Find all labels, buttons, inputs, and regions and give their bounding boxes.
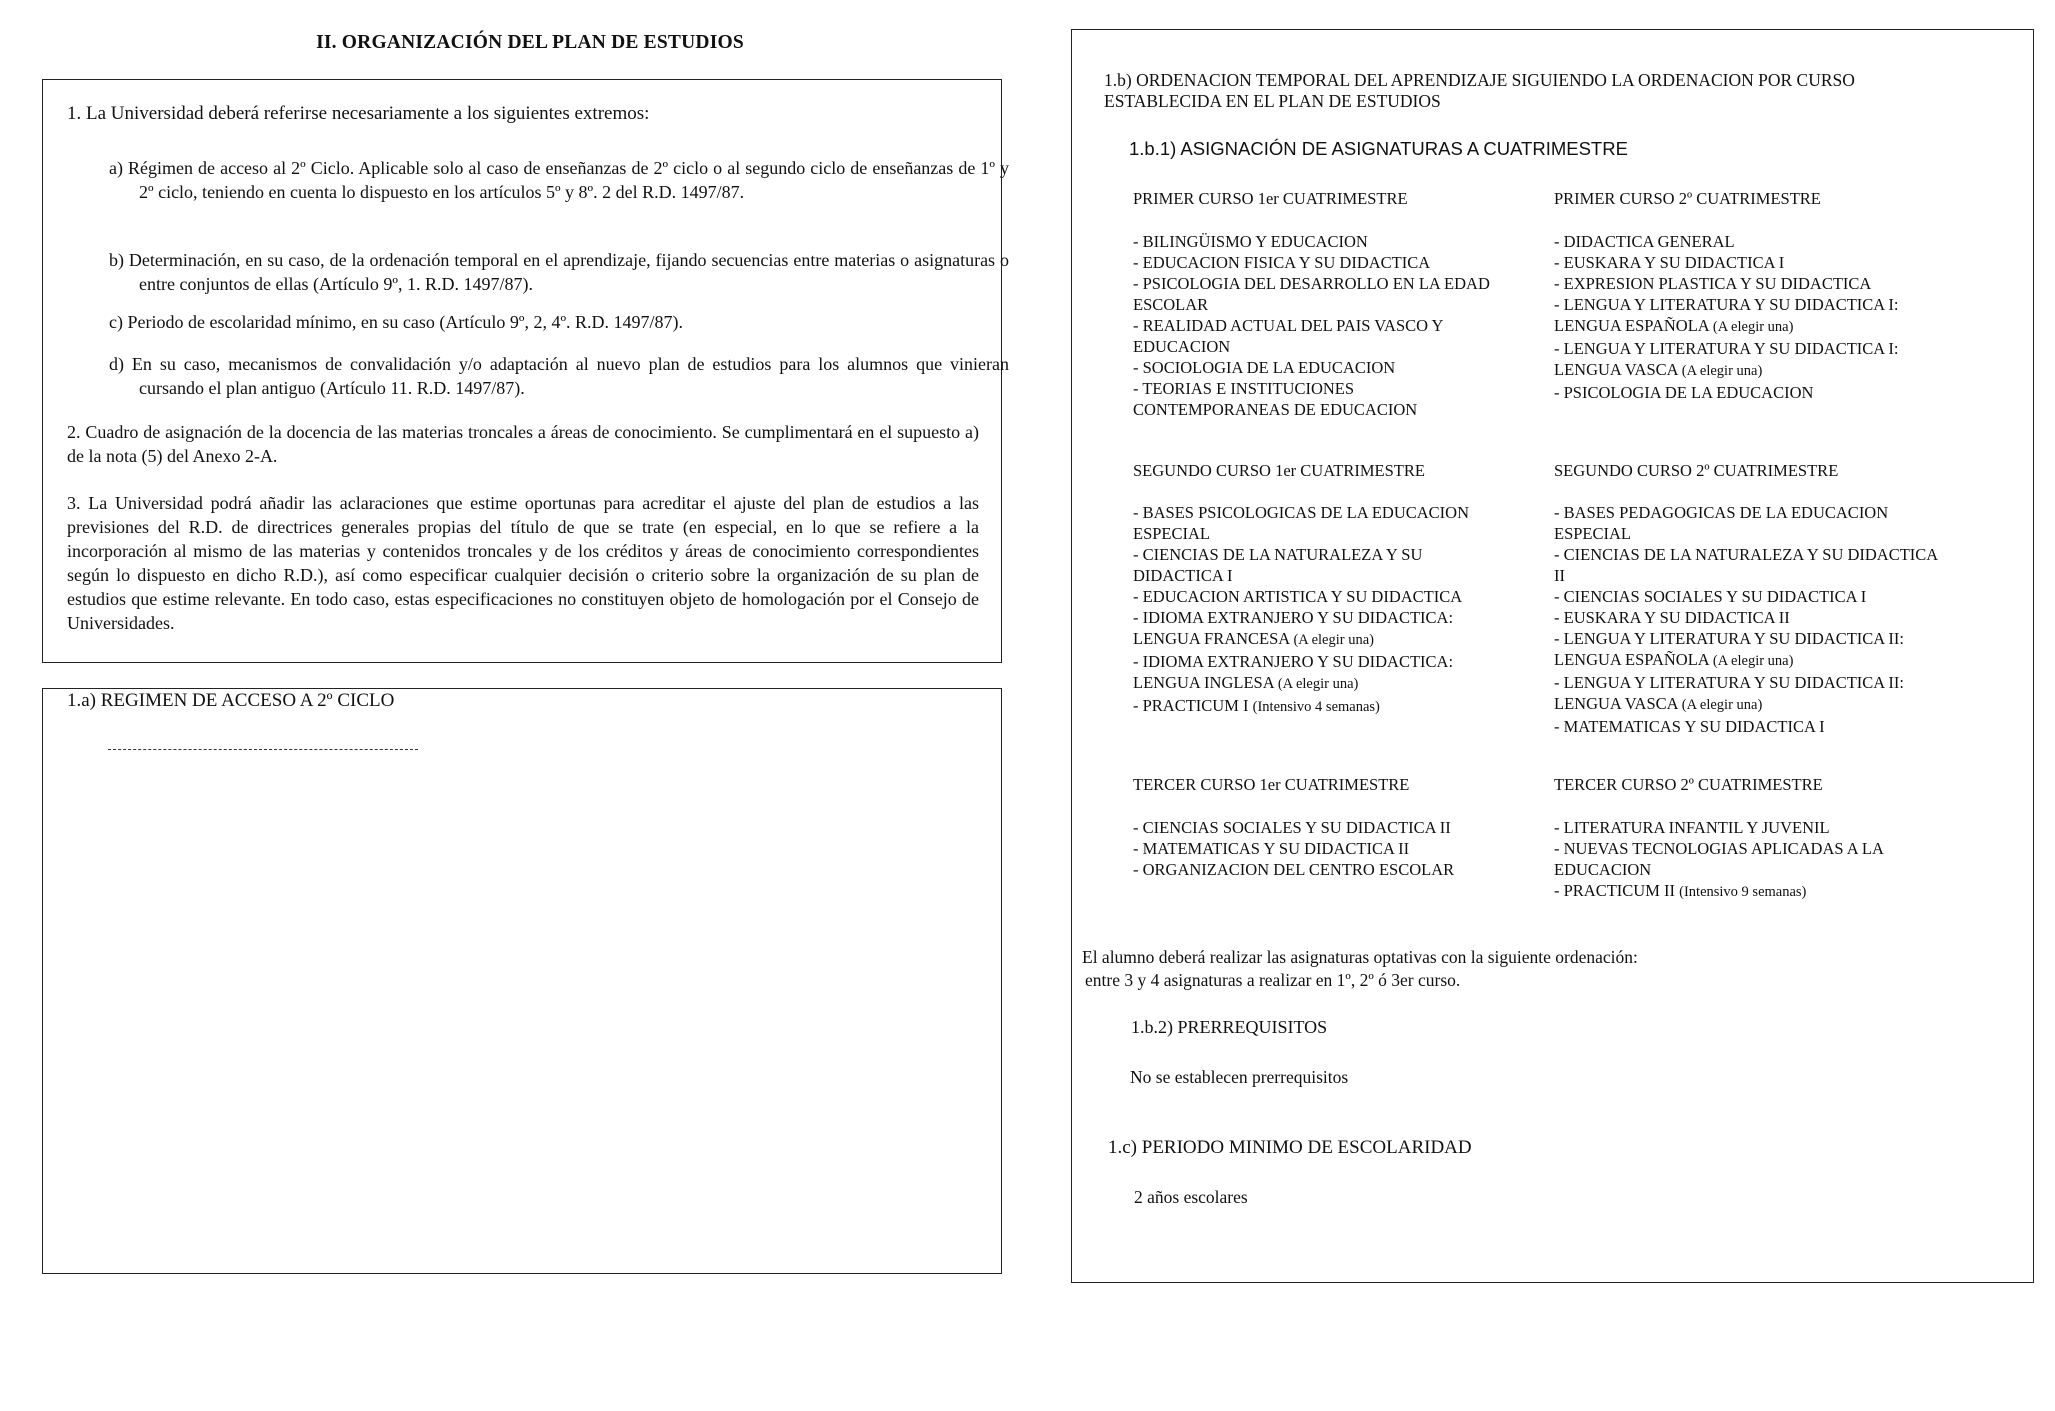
list-item (1554, 628, 1944, 672)
list-item (1133, 695, 1513, 718)
note-3: 3. La Universidad podrá añadir las aclaraciones que estime oportunas para acreditar el ajuste del plan de estudios a las previsiones del R.D. de directrices generales propias del título de que se trate (en especial, en lo que se refiere a la incorporación al mismo de las materias y contenidos troncales y de los créditos y áreas de conocimiento correspondientes según lo dispuesto en dicho R.D.), así como especificar cualquier decisión o criterio sobre la organización de su plan de estudios que estime relevante. En todo caso, estas especificaciones no constituyen objeto de homologación por el Consejo de Universidades. (67, 493, 979, 633)
page-title: II. ORGANIZACIÓN DEL PLAN DE ESTUDIOS (316, 32, 744, 53)
list-item: - EDUCACION FISICA Y SU DIDACTICA (1133, 253, 1431, 272)
periodo-text: 2 años escolares (1134, 1187, 1248, 1207)
list-item: - BASES PEDAGOGICAS DE LA EDUCACION ESPECIAL (1554, 503, 1889, 543)
primer-curso-2-list (1554, 231, 1954, 403)
list-item: - CIENCIAS SOCIALES Y SU DIDACTICA II (1133, 818, 1451, 837)
list-item: - BILINGÜISMO Y EDUCACION (1133, 232, 1368, 251)
segundo-curso-2-header: SEGUNDO CURSO 2º CUATRIMESTRE (1554, 461, 1839, 480)
list-item (1554, 294, 1954, 338)
note-b: b) Determinación, en su caso, de la ordenación temporal en el aprendizaje, fijando secuencias entre materias o asignaturas o entre conjuntos de ellas (Artículo 9º, 1. R.D. 1497/87). (109, 250, 1009, 294)
ordenacion-box (1071, 29, 2034, 1283)
list-item (1133, 607, 1513, 651)
item-text: - LENGUA Y LITERATURA Y SU DIDACTICA II: LENGUA ESPAÑOLA (1554, 629, 1904, 669)
tercer-curso-2-list (1554, 817, 1934, 903)
item-text: - LENGUA Y LITERATURA Y SU DIDACTICA II: LENGUA VASCA (1554, 673, 1904, 713)
choice-note: (A elegir una) (1293, 632, 1374, 648)
notes-box (42, 79, 1009, 663)
list-item: - EDUCACION ARTISTICA Y SU DIDACTICA (1133, 587, 1463, 606)
item-text: - LENGUA Y LITERATURA Y SU DIDACTICA I: LENGUA ESPAÑOLA (1554, 295, 1899, 335)
list-item: - ORGANIZACION DEL CENTRO ESCOLAR (1133, 860, 1455, 879)
list-item (1554, 672, 1944, 716)
prerrequisitos-text: No se establecen prerrequisitos (1130, 1067, 1349, 1087)
choice-note: (A elegir una) (1712, 319, 1794, 335)
segundo-curso-1-list (1133, 502, 1513, 718)
choice-note: (A elegir una) (1681, 363, 1763, 379)
item-text: - IDIOMA EXTRANJERO Y SU DIDACTICA: LENGUA FRANCESA (1133, 608, 1454, 648)
regimen-dashes (108, 749, 418, 750)
optativas-line-1: El alumno deberá realizar las asignaturas optativas con la siguiente ordenación: (1082, 947, 1638, 967)
list-item: - EXPRESION PLASTICA Y SU DIDACTICA (1554, 274, 1872, 293)
list-item: - DIDACTICA GENERAL (1554, 232, 1735, 251)
tercer-curso-1-list (1133, 817, 1513, 880)
notes-intro: 1. La Universidad deberá referirse necesariamente a los siguientes extremos: (67, 103, 650, 124)
item-text: - LENGUA Y LITERATURA Y SU DIDACTICA I: LENGUA VASCA (1554, 339, 1899, 379)
list-item (1133, 651, 1513, 695)
primer-curso-1-header: PRIMER CURSO 1er CUATRIMESTRE (1133, 189, 1408, 208)
note-2: 2. Cuadro de asignación de la docencia de las materias troncales a áreas de conocimiento. Se cumplimentará en el supuesto a) de la nota (5) del Anexo 2-A. (67, 422, 979, 466)
list-item: - EUSKARA Y SU DIDACTICA I (1554, 253, 1785, 272)
regimen-box (42, 688, 1002, 1274)
primer-curso-2-header: PRIMER CURSO 2º CUATRIMESTRE (1554, 189, 1821, 208)
ordenacion-heading: 1.b) ORDENACION TEMPORAL DEL APRENDIZAJE SIGUIENDO LA ORDENACION POR CURSO ESTABLECIDA EN EL PLAN DE ESTUDIOS (1104, 70, 1855, 111)
item-text: - IDIOMA EXTRANJERO Y SU DIDACTICA: LENGUA INGLESA (1133, 652, 1454, 692)
choice-note: (A elegir una) (1277, 676, 1359, 692)
tercer-curso-1-header: TERCER CURSO 1er CUATRIMESTRE (1133, 775, 1410, 794)
note-a: a) Régimen de acceso al 2º Ciclo. Aplicable solo al caso de enseñanzas de 2º ciclo o al segundo ciclo de enseñanzas de 1º y 2º ciclo, teniendo en cuenta lo dispuesto en los artículos 5º y 8º. 2 del R.D. 1497/87. (109, 158, 1009, 202)
list-item: - CIENCIAS DE LA NATURALEZA Y SU DIDACTICA I (1133, 545, 1423, 585)
practicum-note: (Intensivo 4 semanas) (1252, 699, 1380, 715)
choice-note: (A elegir una) (1712, 653, 1794, 669)
prerrequisitos-heading: 1.b.2) PRERREQUISITOS (1131, 1017, 1328, 1037)
list-item: - NUEVAS TECNOLOGIAS APLICADAS A LA EDUCACION (1554, 839, 1883, 879)
periodo-heading: 1.c) PERIODO MINIMO DE ESCOLARIDAD (1108, 1137, 1472, 1158)
segundo-curso-1-header: SEGUNDO CURSO 1er CUATRIMESTRE (1133, 461, 1425, 480)
list-item: - MATEMATICAS Y SU DIDACTICA I (1554, 717, 1825, 736)
list-item: - EUSKARA Y SU DIDACTICA II (1554, 608, 1790, 627)
list-item: - LITERATURA INFANTIL Y JUVENIL (1554, 818, 1830, 837)
practicum-note: (Intensivo 9 semanas) (1679, 884, 1807, 900)
list-item (1554, 880, 1934, 903)
list-item: - PSICOLOGIA DE LA EDUCACION (1554, 383, 1814, 402)
list-item: - BASES PSICOLOGICAS DE LA EDUCACION ESPECIAL (1133, 503, 1469, 543)
list-item (1554, 338, 1954, 382)
segundo-curso-2-list (1554, 502, 1944, 737)
optativas-line-2: entre 3 y 4 asignaturas a realizar en 1º, 2º ó 3er curso. (1085, 970, 1461, 990)
regimen-heading: 1.a) REGIMEN DE ACCESO A 2º CICLO (67, 690, 395, 711)
primer-curso-1-list (1133, 231, 1503, 420)
item-text: - PRACTICUM II (1554, 881, 1676, 900)
note-d: d) En su caso, mecanismos de convalidación y/o adaptación al nuevo plan de estudios para los alumnos que vinieran cursando el plan antiguo (Artículo 11. R.D. 1497/87). (109, 354, 1009, 398)
note-c: c) Periodo de escolaridad mínimo, en su caso (Artículo 9º, 2, 4º. R.D. 1497/87). (109, 312, 684, 332)
optativas-text (1082, 946, 1982, 992)
list-item: - PSICOLOGIA DEL DESARROLLO EN LA EDAD ESCOLAR (1133, 274, 1490, 314)
list-item: - CIENCIAS DE LA NATURALEZA Y SU DIDACTICA II (1554, 545, 1938, 585)
tercer-curso-2-header: TERCER CURSO 2º CUATRIMESTRE (1554, 775, 1823, 794)
list-item: - MATEMATICAS Y SU DIDACTICA II (1133, 839, 1410, 858)
list-item: - TEORIAS E INSTITUCIONES CONTEMPORANEAS DE EDUCACION (1133, 379, 1418, 419)
list-item: - SOCIOLOGIA DE LA EDUCACION (1133, 358, 1396, 377)
list-item: - CIENCIAS SOCIALES Y SU DIDACTICA I (1554, 587, 1867, 606)
asignacion-subheading: 1.b.1) ASIGNACIÓN DE ASIGNATURAS A CUATRIMESTRE (1129, 138, 1628, 159)
list-item: - REALIDAD ACTUAL DEL PAIS VASCO Y EDUCACION (1133, 316, 1443, 356)
choice-note: (A elegir una) (1681, 697, 1763, 713)
item-text: - PRACTICUM I (1133, 696, 1249, 715)
